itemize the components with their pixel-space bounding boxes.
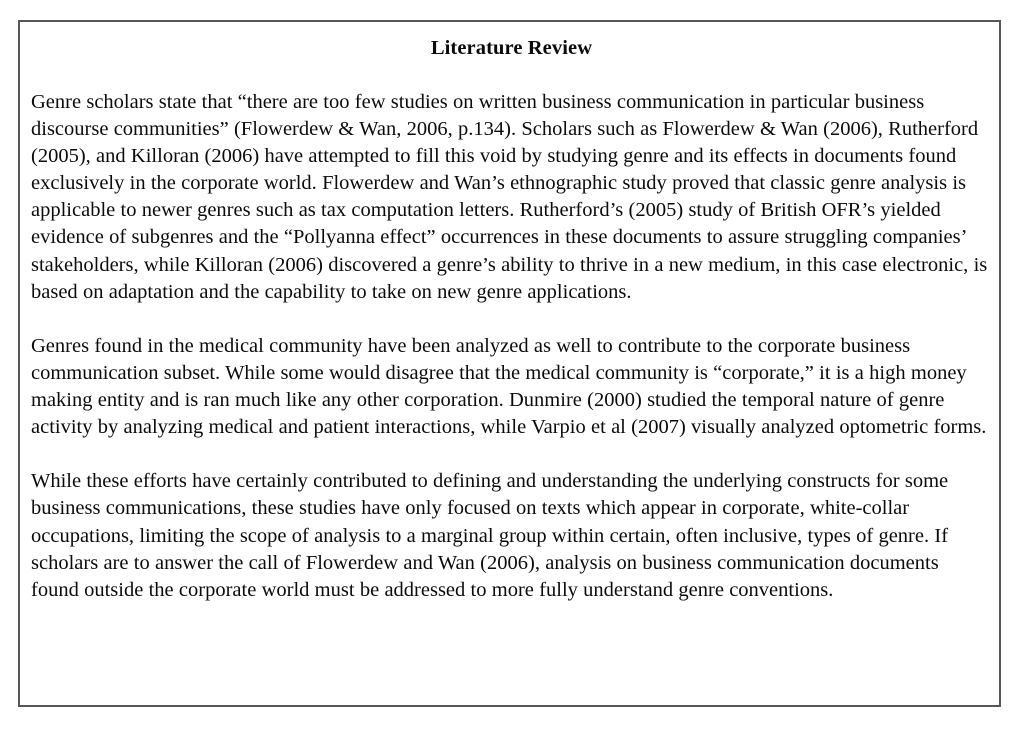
paragraph-3: While these efforts have certainly contributed to defining and understanding the underlying constructs for some business communications, these studies have only focused on texts which appear in corporate, white-collar occupations, limiting the scope of analysis to a marginal group within certain, often inclusive, types of genre. If scholars are to answer the call of Flowerdew and Wan (2006), analysis on business communication documents found outside the corporate world must be addressed to more fully understand genre conventions. [31,470,949,601]
paragraph-2: Genres found in the medical community have been analyzed as well to contribute to the corporate business communication subset. While some would disagree that the medical community is “corporate,” it is a high money making entity and is ran much like any other corporation. Dunmire (2000) studied the temporal nature of genre activity by analyzing medical and patient interactions, while Varpio et al (2007) visually analyzed optometric forms. [31,334,987,439]
document-body [31,89,990,604]
page-title: Literature Review [430,37,593,59]
document-content-area [31,35,990,604]
document-page-frame [18,20,1001,707]
paragraph-1: Genre scholars state that “there are too few studies on written business communication in particular business discourse communities” (Flowerdew & Wan, 2006, p.134). Scholars such as Flowerdew & Wan (2006), Rutherford (2005), and Killoran (2006) have attempted to fill this void by studying genre and its effects in documents found exclusively in the corporate world. Flowerdew and Wan’s ethnographic study proved that classic genre analysis is applicable to newer genres such as tax computation letters. Rutherford’s (2005) study of British OFR’s yielded evidence of subgenres and the “Pollyanna effect” occurrences in these documents to assure struggling companies’ stakeholders, while Killoran (2006) discovered a genre’s ability to thrive in a new medium, in this case electronic, is based on adaptation and the capability to take on new genre applications. [31,91,988,303]
